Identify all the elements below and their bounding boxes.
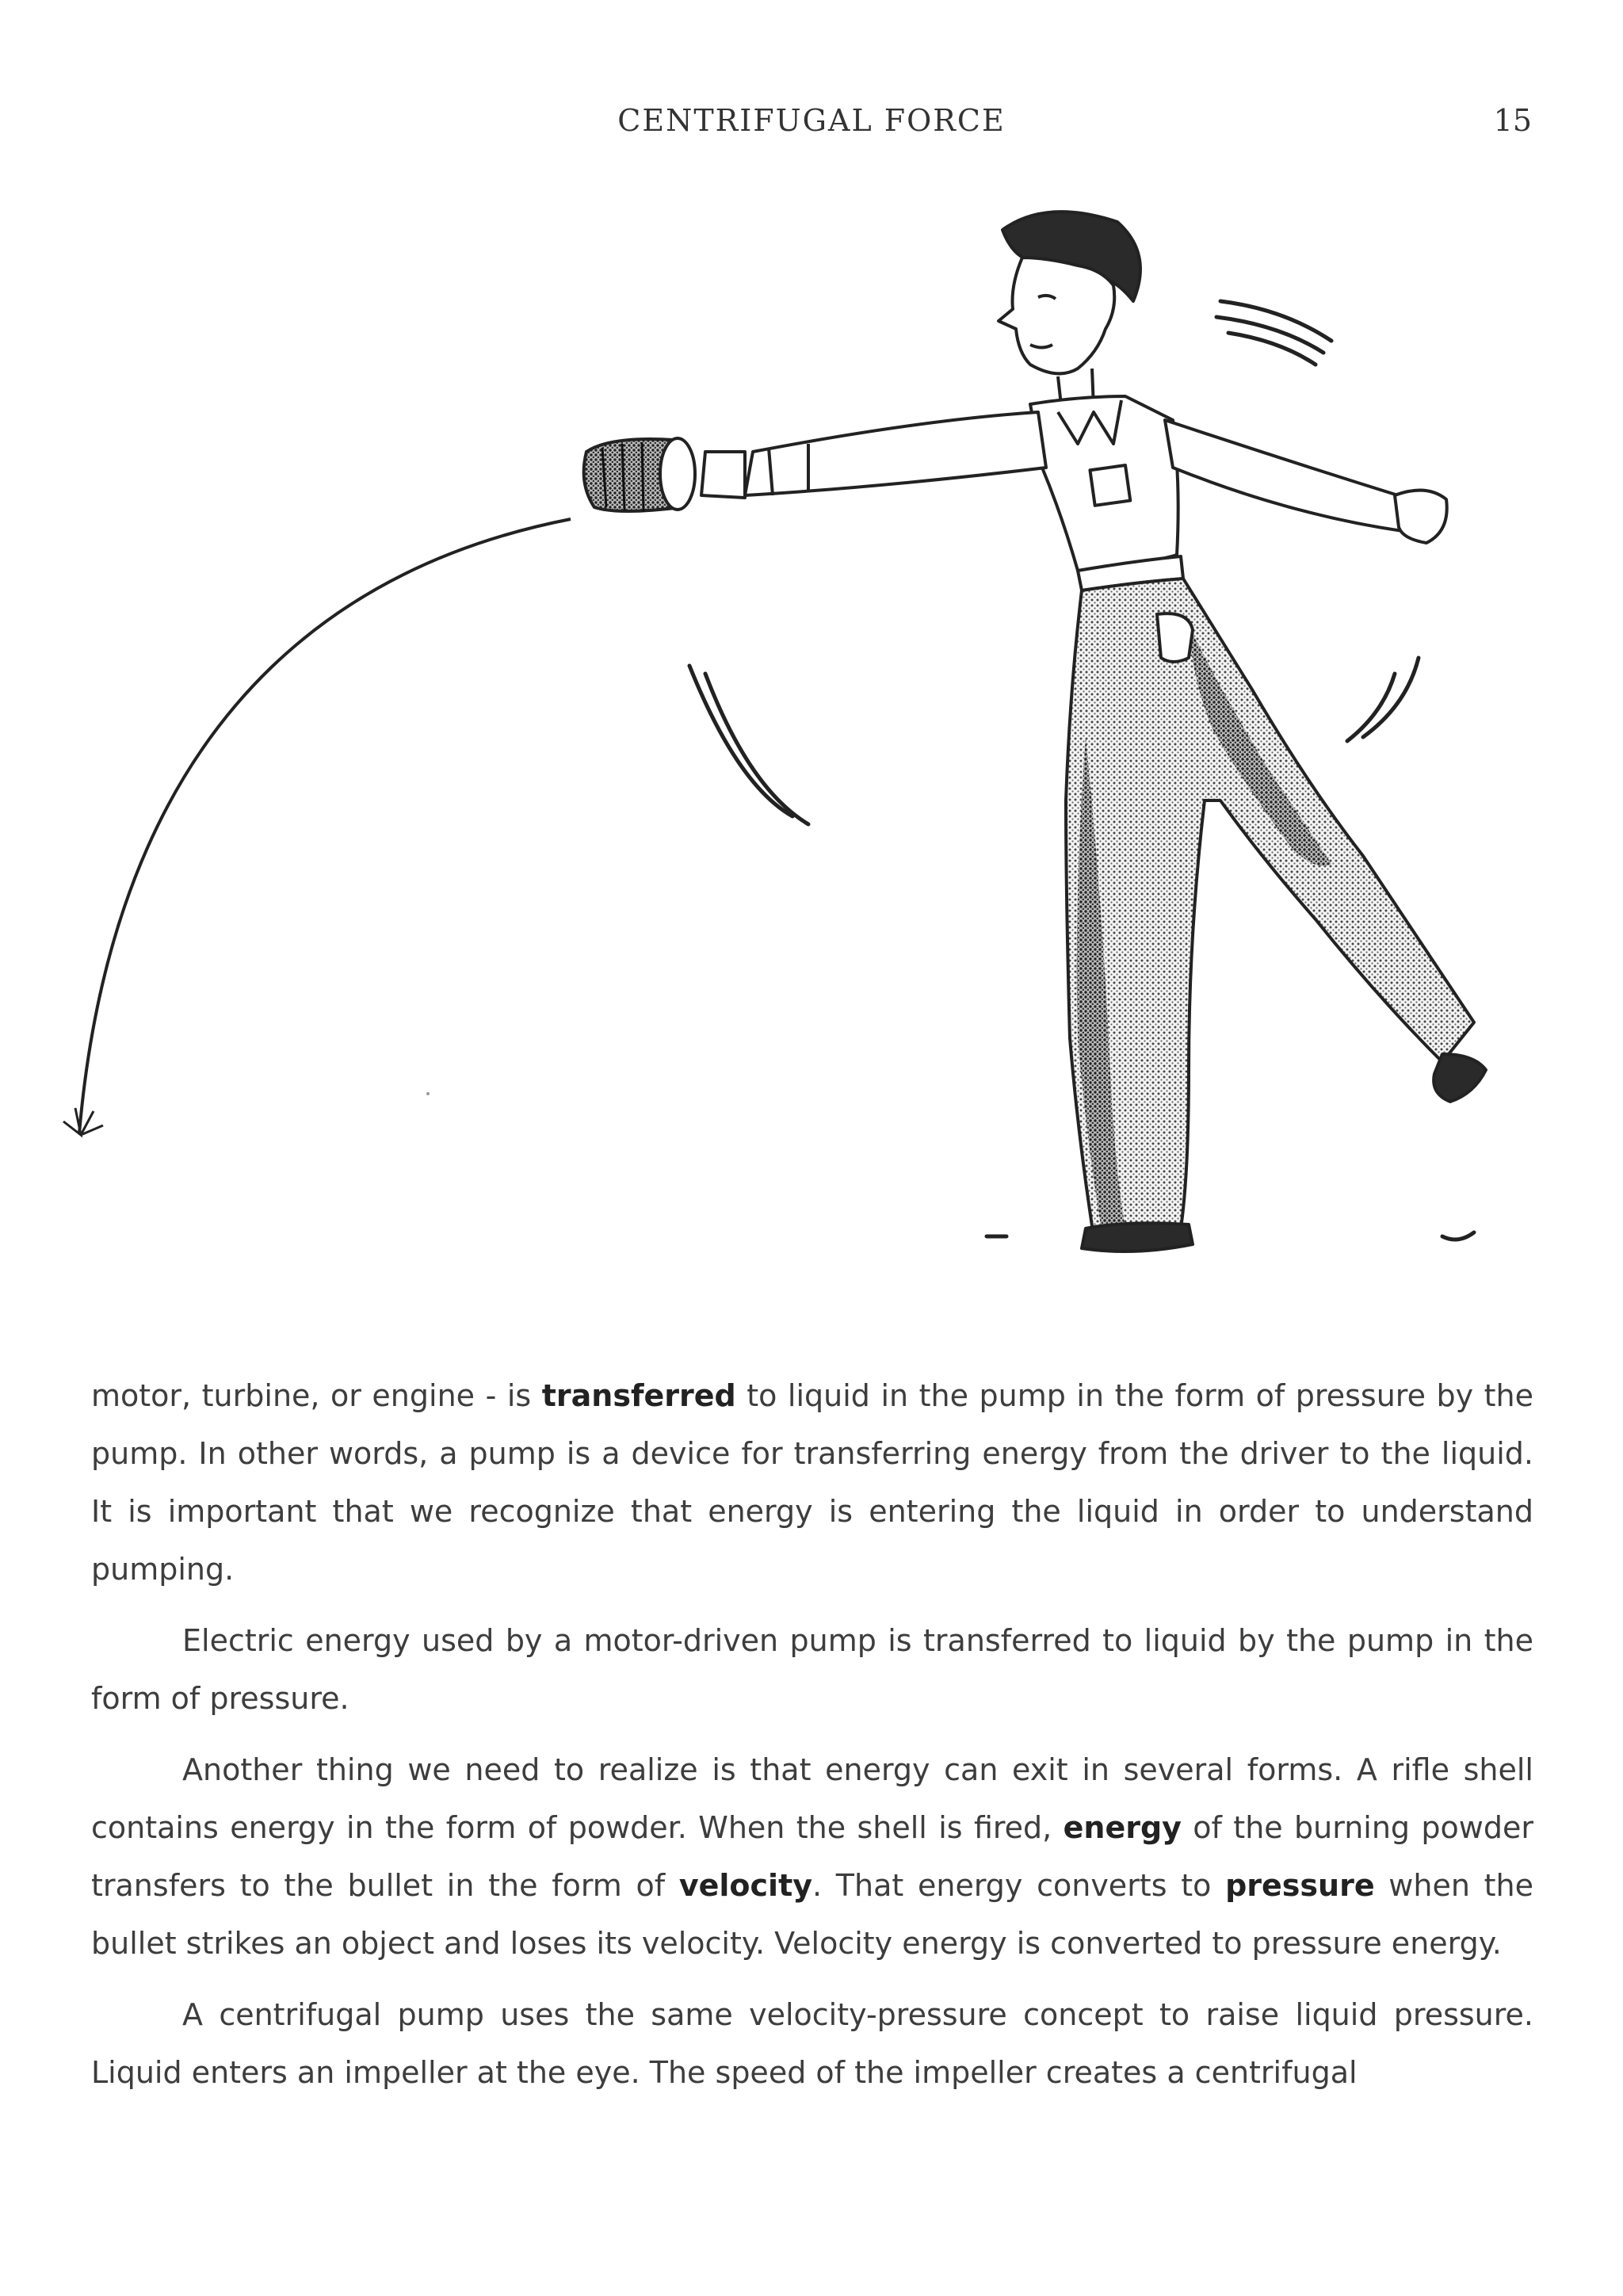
text-run: Electric energy used by a motor-driven pump is transferred to liquid by the pump in the form of pressure. <box>91 1623 1533 1716</box>
text-run: when the bullet strikes an object and loses its velocity. Velocity energy is converted to pressure energy. <box>91 1868 1533 1961</box>
text-run: . That energy converts to <box>812 1868 1226 1903</box>
bucket-trajectory-icon <box>63 519 571 1135</box>
bold-term: pressure <box>1225 1868 1375 1903</box>
running-title: CENTRIFUGAL FORCE <box>617 103 1006 138</box>
running-head <box>0 103 1623 143</box>
paragraph <box>91 1367 1533 1599</box>
man-swinging-bucket-illustration <box>48 182 1537 1308</box>
paragraph <box>91 1741 1533 1973</box>
body-text <box>91 1367 1533 2115</box>
bold-term: velocity <box>678 1868 813 1903</box>
bold-term: energy <box>1063 1810 1182 1845</box>
text-run: of the burning powder transfers to the bullet in the form of <box>91 1810 1533 1903</box>
paragraph <box>91 1612 1533 1728</box>
bold-term: transferred <box>541 1378 736 1413</box>
bucket-icon <box>584 438 695 512</box>
page-number: 15 <box>1493 103 1532 138</box>
text-run: A centrifugal pump uses the same velocity-pressure concept to raise liquid pressure. Liquid enters an impeller at the eye. The speed of the impeller creates a centrifugal <box>91 1997 1533 2090</box>
paragraph <box>91 1986 1533 2102</box>
text-run: to liquid in the pump in the form of pressure by the pump. In other words, a pump is a device for transferring energy from the driver to the liquid. It is important that we recognize that energy is entering the liquid in order to understand pumping. <box>91 1378 1533 1587</box>
text-run: motor, turbine, or engine - is <box>91 1378 542 1413</box>
text-run: Another thing we need to realize is that energy can exit in several forms. A rifle shell contains energy in the form of powder. When the shell is fired, <box>91 1752 1533 1845</box>
